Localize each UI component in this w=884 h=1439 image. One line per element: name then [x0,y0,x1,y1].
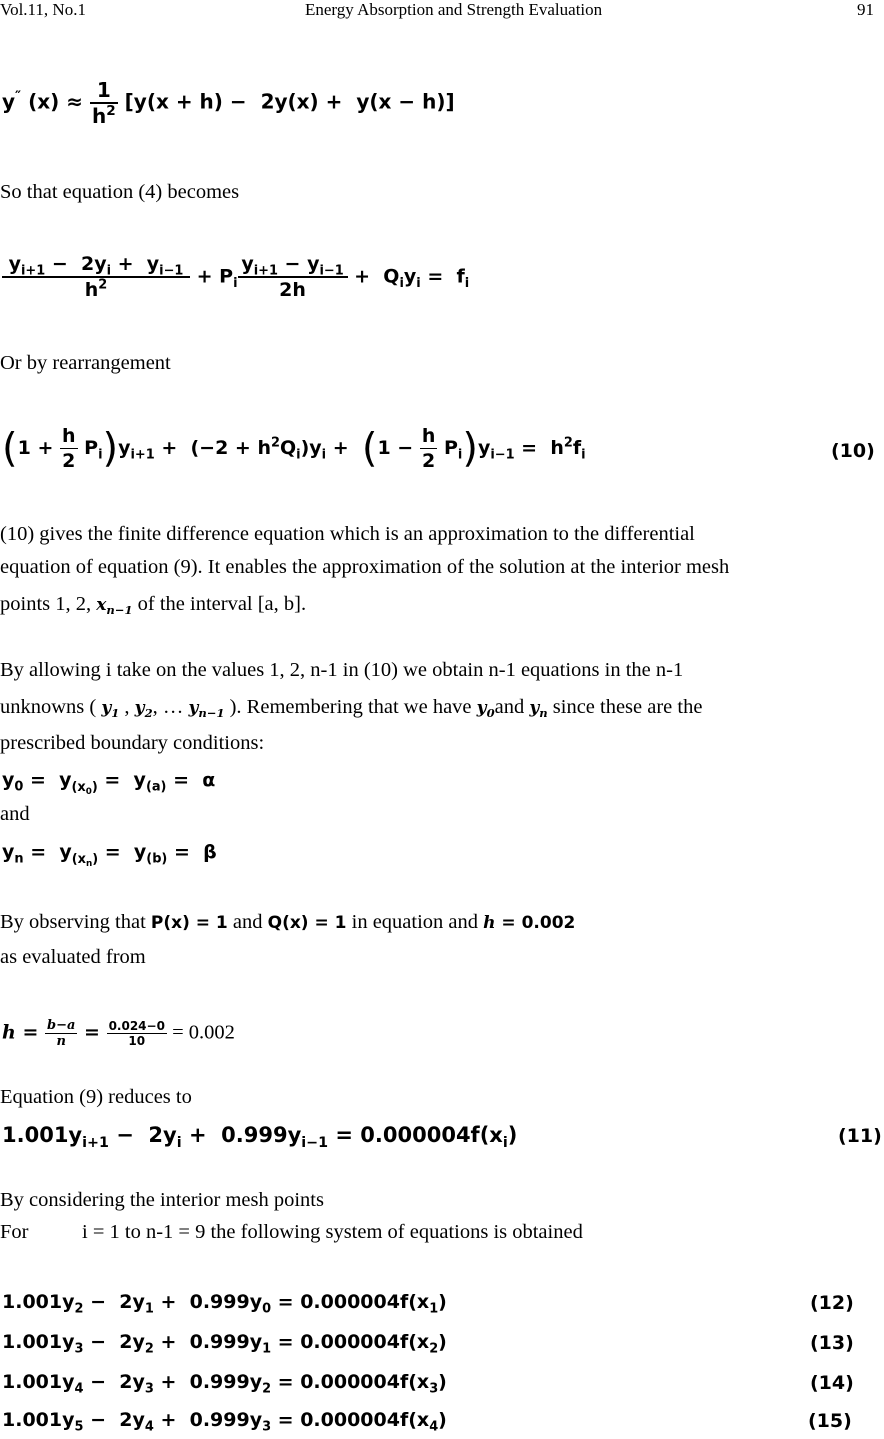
equation-number-15: (15) [808,1410,852,1432]
equation-second-derivative: y″ (x) ≈ $\frac{1}{h^2}$ [y(x + h) − 2y(x) + y(x − h)] [2,78,455,128]
paragraph-or-by: Or by rearrangement [0,352,171,374]
observe-b: and [227,911,268,933]
header-title: Energy Absorption and Strength Evaluation [305,0,603,19]
paragraph-10-line3-a: points 1, 2, [0,593,97,615]
equation-10: (1 + $\frac{h}{2}$ $P_i)y_{i+1} + (-2 + h^2Q_i)y_i + (1$ − $\frac{h}{2}$ $P_i)y_{i-1} = h^2f_i$ [2,425,586,472]
paragraph-10-line2: equation of equation (9). It enables the approximation of the solution at the interior mesh [0,556,730,578]
equation-15: $1.001y_5 - 2y_4 + 0.999y_3 = 0.000004f(x_4)$ [2,1409,447,1435]
paragraph-10-line3 [0,592,306,617]
math-y2: $y_2$ [134,698,153,721]
equation-boundary-yn: $y_n = y_{(x_n)} = y_{(b)} = \beta$ [2,841,217,869]
equation-boundary-y0: $y_0 = y_{(x_0)} = y_{(a)} = \alpha$ [2,769,216,797]
text-eq9-reduces: Equation (9) reduces to [0,1086,192,1108]
paragraph-allow-line1: By allowing i take on the values 1, 2, n-1 in (10) we obtain n-1 equations in the n-1 [0,659,684,681]
paragraph-allow-line2 [0,695,702,720]
text-for: For [0,1221,29,1243]
header-volume: Vol.11, No.1 [0,0,86,19]
math-y0: $y_0$ [476,698,495,721]
math-y-n-minus-1: $y_{n-1}$ [188,698,225,721]
header-page-number: 91 [857,0,874,19]
allow-2a: unknowns ( [0,696,102,718]
observe-c: in equation and [346,911,484,933]
paragraph-10-line1: (10) gives the finite difference equation which is an approximation to the differential [0,523,695,545]
equation-number-14: (14) [810,1372,854,1394]
equation-12: $1.001y_2 - 2y_1 + 0.999y_0 = 0.000004f(x_1)$ [2,1291,447,1317]
equation-11: $1.001y_{i+1} - 2y_i + 0.999y_{i-1} = 0.000004f(x_i)$ [2,1123,518,1151]
math-y1: $y_1$ [101,698,120,721]
text-equals-0002: = 0.002 [166,1021,235,1044]
allow-2d: ). Remembering that we have [224,696,477,718]
equation-number-12: (12) [810,1292,854,1314]
text-as-evaluated: as evaluated from [0,946,146,968]
paragraph-observe [0,910,575,935]
math-p-equals-1: P(x) = 1 [150,913,228,933]
allow-2e: and [494,696,530,718]
equation-number-11: (11) [838,1125,882,1147]
equation-number-10: (10) [831,440,875,462]
text-for-system: i = 1 to n-1 = 9 the following system of equations is obtained [82,1221,583,1243]
paragraph-so-that: So that equation (4) becomes [0,181,240,203]
math-h-equals: h = 0.002 [483,913,576,933]
paragraph-10-line3-b: of the interval [a, b]. [132,593,307,615]
allow-2c: , … [152,696,189,718]
text-interior: By considering the interior mesh points [0,1189,324,1211]
equation-discretized: $\frac{y_{i+1} - 2y_i + y_{i-1}}{h^2}$ + $P_i$ $\frac{y_{i+1} - y_{i-1}}{2h}$ + $Q_iy_i = f_i$ [2,252,469,302]
text-and: and [0,803,30,825]
equation-h: h = $\frac{b-a}{n}$ = $\frac{0.024-0}{10}$ = 0.002 [2,1018,235,1049]
math-q-equals-1: Q(x) = 1 [267,913,347,933]
allow-2f: since these are the [547,696,703,718]
allow-2b: , [119,696,135,718]
observe-a: By observing that [0,911,151,933]
math-x-n-minus-1: $x_{n-1}$ [96,595,133,618]
paragraph-allow-line3: prescribed boundary conditions: [0,732,265,754]
equation-13: $1.001y_3 - 2y_2 + 0.999y_1 = 0.000004f(x_2)$ [2,1331,447,1357]
equation-number-13: (13) [810,1332,854,1354]
equation-14: $1.001y_4 - 2y_3 + 0.999y_2 = 0.000004f(x_3)$ [2,1371,447,1397]
math-yn: $y_n$ [529,698,548,721]
